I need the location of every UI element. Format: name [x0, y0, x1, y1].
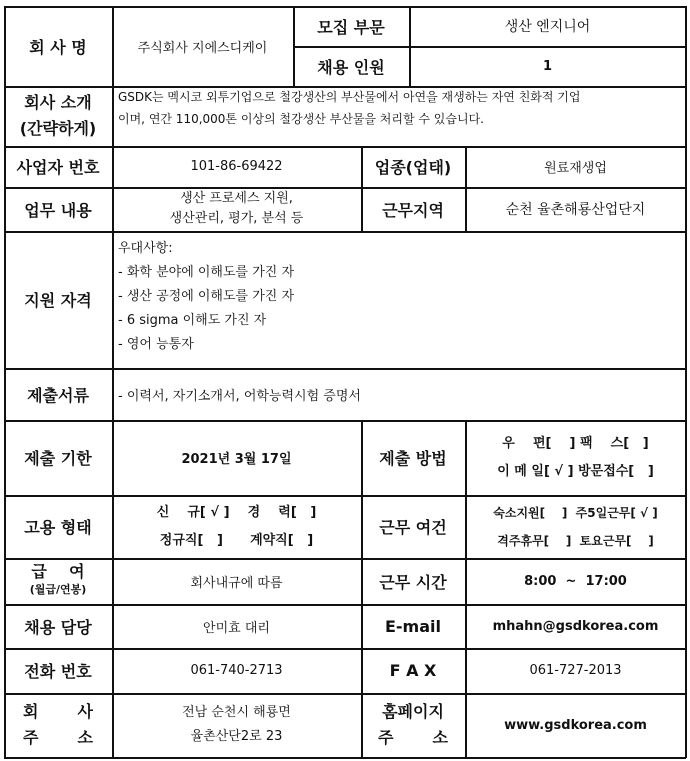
method-label: 제출 방법	[379, 449, 447, 468]
qualification-item: - 영어 능통자	[118, 337, 194, 352]
phone-label: 전화 번호	[24, 662, 92, 681]
deadline-label: 제출 기한	[24, 449, 92, 468]
conditions-line2: 격주휴무[ ] 토요근무[ ]	[497, 533, 654, 548]
homepage-label-line2: 주 소	[378, 728, 448, 747]
address-label	[4, 693, 112, 757]
employment-value	[112, 495, 361, 558]
phone-value: 061-740-2713	[190, 663, 283, 678]
grid-line	[4, 420, 686, 422]
grid-line	[4, 86, 686, 88]
company-name-value: 주식회사 지에스디케이	[137, 40, 268, 56]
address-value	[112, 693, 361, 757]
grid-line	[361, 420, 363, 758]
grid-line	[4, 693, 686, 695]
recruit-dept-value: 생산 엔지니어	[504, 19, 591, 35]
address-label-line2: 주 소	[23, 728, 93, 747]
grid-line	[4, 495, 686, 497]
address-line2: 율촌산단2로 23	[190, 729, 283, 744]
employment-line1: 신 규[ √ ] 경 력[ ]	[156, 504, 317, 520]
homepage-label	[361, 693, 465, 757]
grid-line	[112, 6, 114, 758]
hours-label: 근무 시간	[379, 572, 447, 592]
location-label: 근무지역	[382, 200, 444, 220]
duty-value	[112, 187, 361, 231]
email-label: E-mail	[384, 616, 441, 636]
grid-line	[465, 146, 467, 231]
employment-label: 고용 형태	[24, 518, 92, 537]
business-reg-label: 사업자 번호	[16, 158, 100, 177]
headcount-value: 1	[542, 58, 553, 74]
method-value	[465, 420, 686, 495]
grid-line	[4, 757, 686, 759]
grid-line	[4, 146, 686, 148]
intro-label	[4, 86, 112, 146]
address-label-line1: 회 사	[23, 702, 93, 721]
intro-label-line2: (간략하게)	[19, 119, 97, 138]
duty-label: 업무 내용	[24, 200, 92, 220]
grid-line	[4, 648, 686, 650]
grid-line	[685, 6, 687, 758]
documents-label: 제출서류	[27, 385, 89, 405]
conditions-line1: 숙소지원[ ] 주5일근무[ √ ]	[493, 505, 658, 520]
grid-line	[4, 231, 686, 233]
grid-line	[4, 368, 686, 370]
business-type-label: 업종(업태)	[374, 158, 452, 177]
homepage-label-line1: 홈페이지	[382, 702, 444, 721]
recruit-dept-label: 모집 부문	[317, 17, 385, 37]
duty-line1: 생산 프로세스 지원,	[180, 191, 293, 206]
fax-label: F A X	[389, 661, 437, 680]
method-line2: 이 메 일[ √ ] 방문접수[ ]	[497, 463, 654, 479]
grid-line	[4, 6, 6, 758]
fax-value: 061-727-2013	[529, 663, 622, 678]
headcount-label: 채용 인원	[317, 57, 385, 77]
address-line1: 전남 순천시 해룡면	[182, 705, 291, 720]
grid-line	[293, 46, 686, 48]
qualification-item: - 생산 공정에 이해도를 가진 자	[118, 289, 295, 304]
grid-line	[4, 6, 686, 8]
deadline-value: 2021년 3월 17일	[181, 452, 292, 467]
salary-label-sub: (월급/연봉)	[29, 583, 87, 596]
email-value: mhahn@gsdkorea.com	[492, 618, 659, 634]
conditions-label: 근무 여건	[379, 518, 447, 537]
intro-text-line1: GSDK는 멕시코 외투기업으로 철강생산의 부산물에서 아연을 재생하는 자연 친화적 기업	[118, 90, 581, 104]
grid-line	[4, 187, 686, 189]
location-value: 순천 율촌해룡산업단지	[505, 202, 646, 218]
intro-label-line1: 회사 소개	[24, 93, 92, 112]
intro-text	[112, 86, 686, 146]
qualification-item: - 6 sigma 이해도 가진 자	[118, 313, 267, 328]
business-type-value: 원료재생업	[544, 161, 607, 176]
method-line1: 우 편[ ] 팩 스[ ]	[502, 435, 649, 451]
grid-line	[409, 6, 411, 86]
grid-line	[361, 146, 363, 231]
duty-line2: 생산관리, 평가, 분석 등	[169, 211, 304, 226]
qualification-label: 지원 자격	[24, 291, 92, 310]
grid-line	[293, 6, 295, 86]
conditions-value	[465, 495, 686, 558]
qualification-list	[112, 231, 686, 368]
homepage-value: www.gsdkorea.com	[504, 717, 647, 733]
salary-label	[4, 558, 112, 604]
intro-text-line2: 이며, 연간 110,000톤 이상의 철강생산 부산물을 처리할 수 있습니다.	[118, 112, 484, 126]
manager-value: 안미효 대리	[203, 620, 270, 636]
salary-value: 회사내규에 따름	[190, 575, 283, 591]
qualification-item: 우대사항:	[118, 241, 173, 256]
salary-label-main: 급 여	[31, 562, 85, 581]
company-name-label: 회 사 명	[29, 37, 87, 57]
employment-line2: 정규직[ ] 계약직[ ]	[159, 532, 314, 548]
qualification-item: - 화학 분야에 이해도를 가진 자	[118, 265, 295, 280]
business-reg-value: 101-86-69422	[190, 159, 283, 174]
grid-line	[4, 604, 686, 606]
grid-line	[4, 558, 686, 560]
grid-line	[465, 420, 467, 758]
hours-value: 8:00 ~ 17:00	[524, 573, 627, 589]
documents-value: - 이력서, 자기소개서, 어학능력시험 증명서	[118, 388, 361, 404]
manager-label: 채용 담당	[24, 617, 92, 637]
